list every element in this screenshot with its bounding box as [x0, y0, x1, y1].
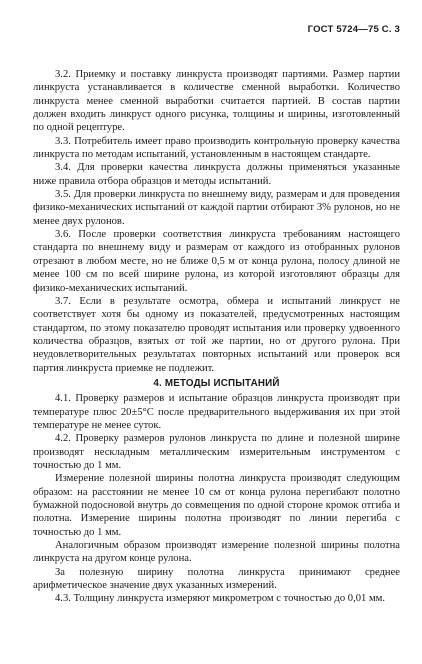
paragraph-3-5: 3.5. Для проверки линкруста по внешнему виду, размерам и для проведения физико-механических испытаний от каждой партии отбирают 3% рулонов, но не менее двух рулонов.	[33, 189, 400, 227]
paragraph-4-1: 4.1. Проверку размеров и испытание образцов линкруста производят при температуре плюс 20±5°С после предварительного выдерживания их при этой температуре не менее суток.	[33, 393, 400, 431]
paragraph-4-3: 4.3. Толщину линкруста измеряют микрометром с точностью до 0,01 мм.	[55, 593, 386, 605]
document-body	[33, 68, 400, 606]
paragraph-3-7: 3.7. Если в результате осмотра, обмера и испытаний линкруст не соответствует хотя бы одному из показателей, предусмотренных настоящим стандартом, по этому показателю проводят испытания или проверку удвоенного количества образцов, взятых от той же партии, но от другого рулона. При неудовлетворительных результатах повторных испытаний или проверок вся партия линкруста приемке не подлежит.	[33, 295, 400, 374]
paragraph-3-6: 3.6. После проверки соответствия линкруста требованиям настоящего стандарта по внешнему виду и размерам от каждого из отобранных рулонов отрезают в любом месте, но не ближе 0,5 м от конца рулона, полосу длиной не менее 100 см по всей ширине рулона, из которой изготовляют образцы для физико-механических испытаний.	[33, 229, 400, 294]
section-title: 4. МЕТОДЫ ИСПЫТАНИЙ	[153, 377, 280, 389]
paragraph-other-end: Аналогичным образом производят измерение полезной ширины полотна линкруста на другом конце рулона.	[33, 540, 400, 565]
paragraph-3-2: 3.2. Приемку и поставку линкруста производят партиями. Размер партии линкруста устанавливается в количестве сменной выработки. Количество линкруста менее сменной выработки считается партией. В состав партии должен входить линкруст одного рисунка, толщины и ширины, изготовленный по одной рецептуре.	[33, 69, 400, 134]
paragraph-width-measurement: Измерение полезной ширины полотна линкруста производят следующим образом: на расстоянии не менее 10 см от конца рулона перегибают полотно бумажной подосновой внутрь до совмещения по одной стороне кромок отгиба и полотна. Измерение ширины полотна производят по линии перегиба с точностью до 1 мм.	[33, 473, 400, 538]
page-header: ГОСТ 5724—75 С. 3	[307, 24, 400, 35]
paragraph-average: За полезную ширину полотна линкруста принимают среднее арифметическое значение двух указанных измерений.	[33, 566, 400, 592]
paragraph-3-3: 3.3. Потребитель имеет право производить контрольную проверку качества линкруста по методам испытаний, установленным в настоящем стандарте.	[33, 135, 400, 161]
paragraph-3-4: 3.4. Для проверки качества линкруста должны применяться указанные ниже правила отбора образцов и методы испытаний.	[33, 162, 400, 187]
document-page	[33, 22, 400, 652]
paragraph-4-2: 4.2. Проверку размеров рулонов линкруста по длине и полезной ширине производят нескладным металлическим измерительным инструментом с точностью до 1 мм.	[33, 433, 400, 471]
